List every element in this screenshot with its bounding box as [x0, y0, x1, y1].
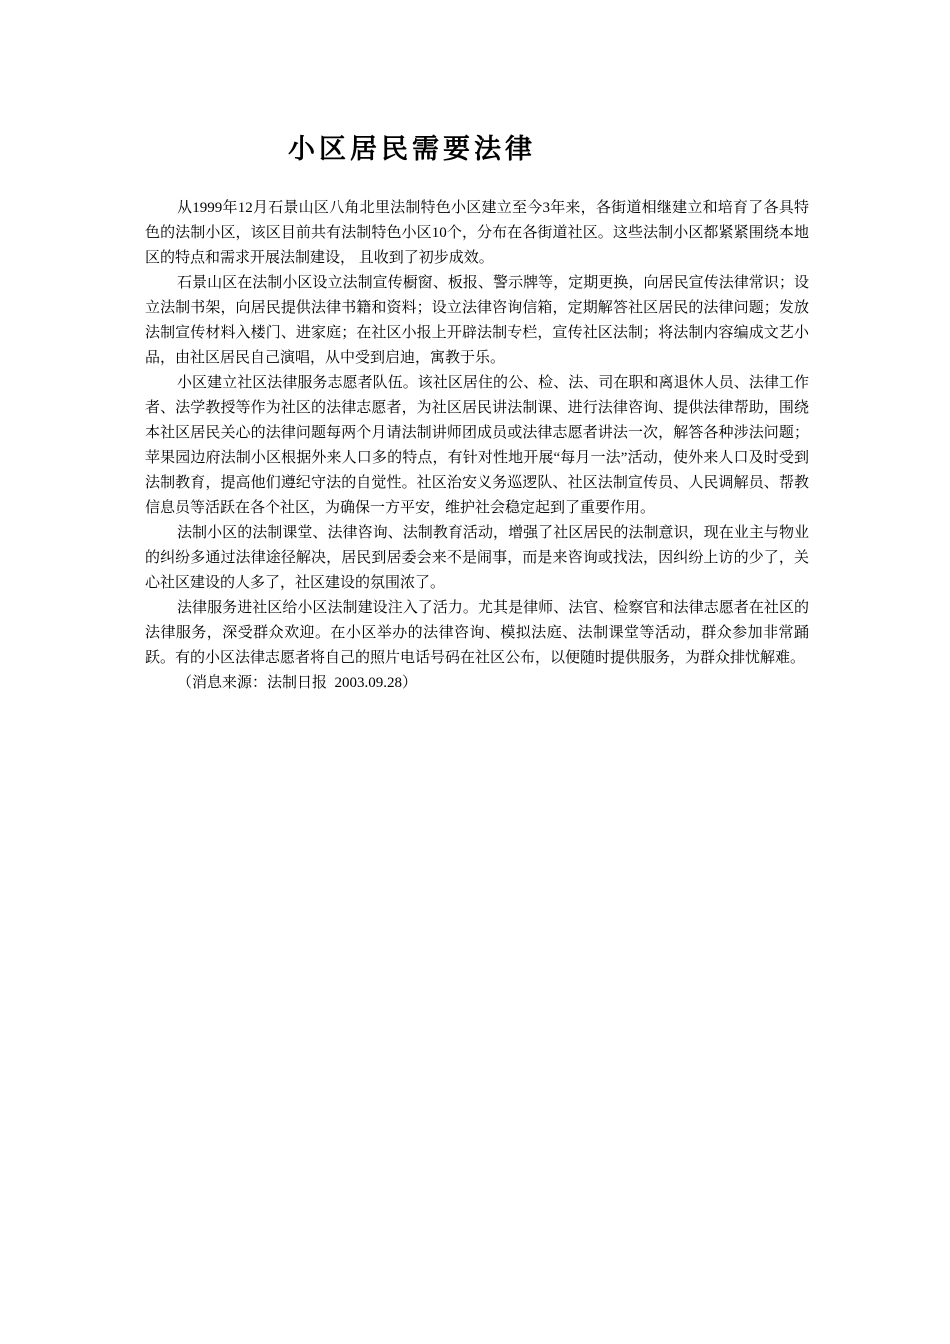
paragraph-3: 小区建立社区法律服务志愿者队伍。该社区居住的公、检、法、司在职和离退休人员、法律工作者、法学教授等作为社区的法律志愿者，为社区居民讲法制课、进行法律咨询、提供法律帮助，围绕本社区居民关心的法律问题每两个月请法制讲师团成员或法律志愿者讲法一次，解答各种涉法问题；苹果园边府法制小区根据外来人口多的特点，有针对性地开展“每月一法”活动，使外来人口及时受到法制教育，提高他们遵纪守法的自觉性。社区治安义务巡逻队、社区法制宣传员、人民调解员、帮教信息员等活跃在各个社区，为确保一方平安，维护社会稳定起到了重要作用。	[145, 375, 809, 516]
source-citation: （消息来源：法制日报 2003.09.28）	[177, 675, 418, 691]
document-body	[145, 196, 809, 696]
paragraph-2: 石景山区在法制小区设立法制宣传橱窗、板报、警示牌等，定期更换，向居民宣传法律常识；设立法制书架，向居民提供法律书籍和资料；设立法律咨询信箱，定期解答社区居民的法律问题；发放法制宣传材料入楼门、进家庭；在社区小报上开辟法制专栏，宣传社区法制；将法制内容编成文艺小品，由社区居民自己演唱，从中受到启迪，寓教于乐。	[145, 275, 809, 366]
paragraph-4: 法制小区的法制课堂、法律咨询、法制教育活动，增强了社区居民的法制意识，现在业主与物业的纠纷多通过法律途径解决，居民到居委会来不是闹事，而是来咨询或找法，因纠纷上访的少了，关心社区建设的人多了，社区建设的氛围浓了。	[145, 525, 809, 591]
paragraph-1: 从1999年12月石景山区八角北里法制特色小区建立至今3年来，各街道相继建立和培育了各具特色的法制小区，该区目前共有法制特色小区10个，分布在各街道社区。这些法制小区都紧紧围绕本地区的特点和需求开展法制建设， 且收到了初步成效。	[145, 200, 809, 266]
paragraph-5: 法律服务进社区给小区法制建设注入了活力。尤其是律师、法官、检察官和法律志愿者在社区的法律服务，深受群众欢迎。在小区举办的法律咨询、模拟法庭、法制课堂等活动，群众参加非常踊跃。有的小区法律志愿者将自己的照片电话号码在社区公布，以便随时提供服务，为群众排忧解难。	[145, 600, 809, 666]
document-title: 小区居民需要法律	[288, 134, 536, 165]
